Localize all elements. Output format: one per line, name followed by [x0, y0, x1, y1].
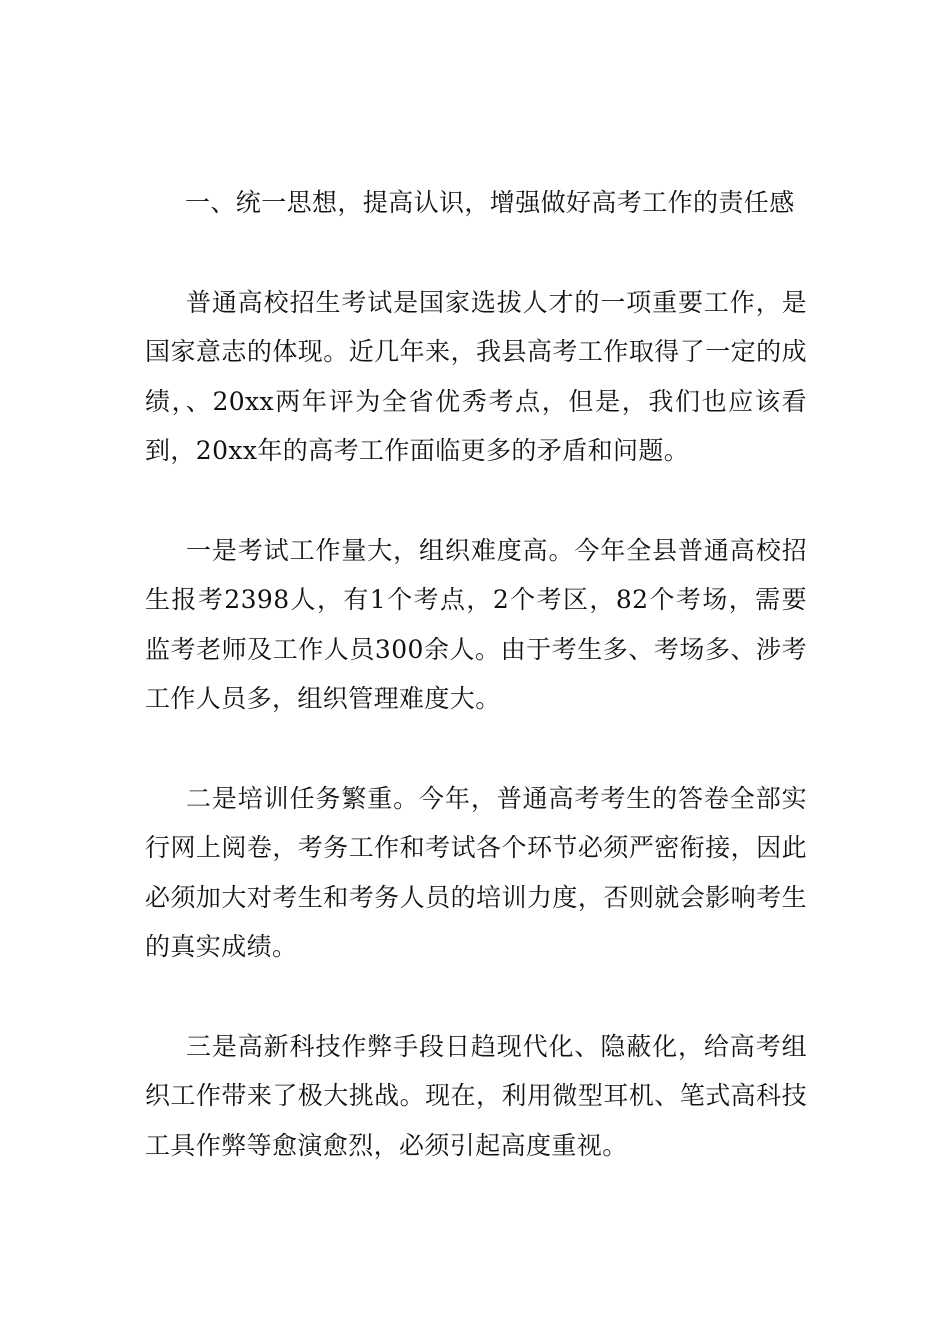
- paragraph-point-three: 三是高新科技作弊手段日趋现代化、隐蔽化，给高考组织工作带来了极大挑战。现在，利用微型耳机、笔式高科技工具作弊等愈演愈烈，必须引起高度重视。: [145, 1031, 807, 1160]
- section-heading: 一、统一思想，提高认识，增强做好高考工作的责任感: [185, 188, 795, 217]
- paragraph-point-two: 二是培训任务繁重。今年，普通高考考生的答卷全部实行网上阅卷，考务工作和考试各个环节必须严密衔接，因此必须加大对考生和考务人员的培训力度，否则就会影响考生的真实成绩。: [145, 783, 807, 961]
- paragraph-intro: 普通高校招生考试是国家选拔人才的一项重要工作，是国家意志的体现。近几年来，我县高考工作取得了一定的成绩，、20xx两年评为全省优秀考点，但是，我们也应该看到，20xx年的高考工作面临更多的矛盾和问题。: [145, 287, 807, 465]
- document-body: [145, 178, 807, 1220]
- paragraph-point-one: 一是考试工作量大，组织难度高。今年全县普通高校招生报考2398人，有1个考点，2个考区，82个考场，需要监考老师及工作人员300余人。由于考生多、考场多、涉考工作人员多，组织管理难度大。: [145, 535, 807, 713]
